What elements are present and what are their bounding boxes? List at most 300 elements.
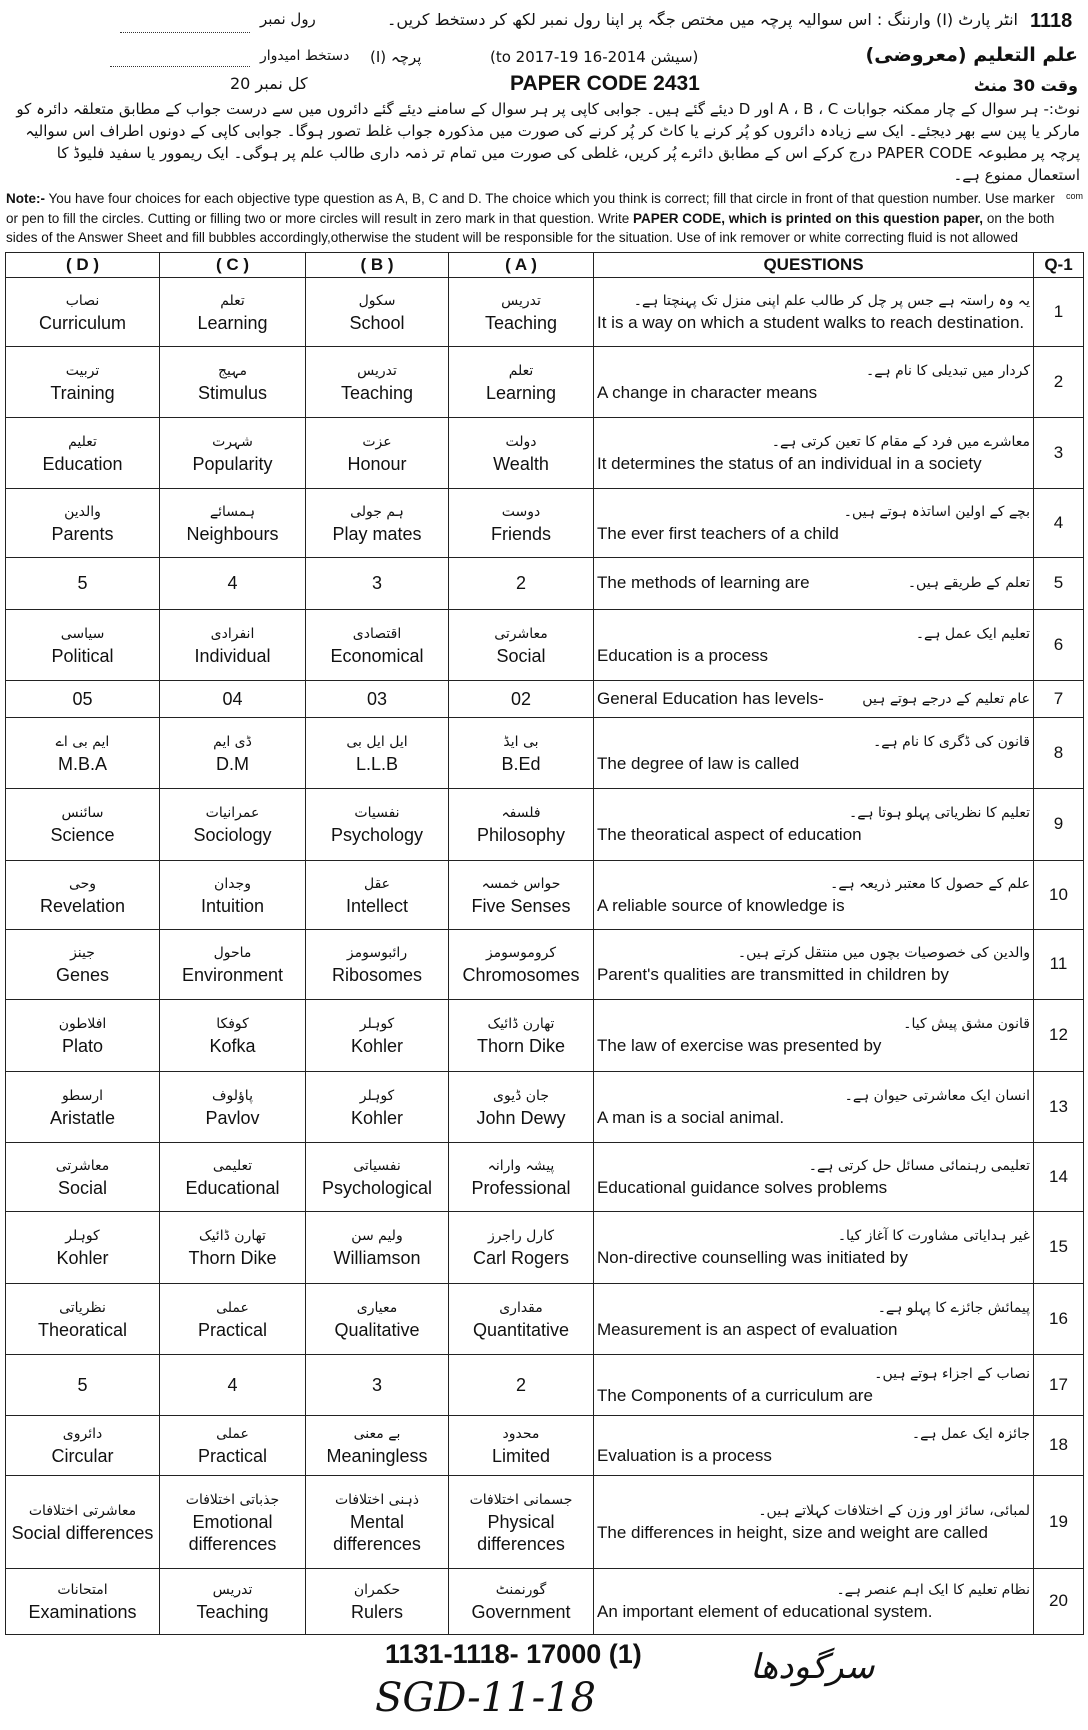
- option-english: Mental differences: [333, 1511, 421, 1554]
- option-a: [449, 788, 594, 860]
- option-urdu: حکمران: [353, 1582, 401, 1598]
- question-english: Parent's qualities are transmitted in children by: [597, 965, 949, 984]
- option-english: Stimulus: [197, 382, 268, 403]
- roll-number-field[interactable]: [120, 32, 250, 33]
- option-b: [306, 717, 449, 788]
- option-a: [449, 1475, 594, 1568]
- option-english: Teaching: [484, 312, 558, 333]
- option-english: Social: [496, 645, 546, 666]
- option-urdu: مقداری: [499, 1299, 543, 1316]
- option-urdu: شہرت: [212, 433, 253, 450]
- option-urdu: نفسیات: [354, 805, 400, 821]
- option-d: [6, 488, 160, 557]
- option-urdu: والدین: [64, 503, 101, 520]
- option-english: Social: [57, 1177, 108, 1198]
- option-b: [306, 346, 449, 417]
- option-c: [160, 277, 306, 346]
- option-english: Friends: [490, 523, 552, 544]
- question-number: 7: [1034, 680, 1084, 717]
- question-urdu: تعلم کے طریقے ہیں۔: [907, 575, 1030, 591]
- option-b: [306, 860, 449, 929]
- option-english: Environment: [181, 965, 284, 985]
- question-text: [594, 1354, 1034, 1415]
- option-b: [306, 1142, 449, 1211]
- table-row: [6, 1142, 1084, 1211]
- option-urdu: کارل راجرز: [487, 1228, 555, 1244]
- option-english: Economical: [330, 645, 424, 666]
- option-urdu: تعلیمی: [212, 1157, 253, 1174]
- option-english: 5: [77, 1374, 88, 1395]
- option-c: [160, 1354, 306, 1415]
- option-a: [449, 999, 594, 1071]
- option-english: Chromosomes: [462, 965, 580, 985]
- option-urdu: ولیم سن: [351, 1228, 403, 1244]
- option-english: 4: [227, 573, 238, 593]
- question-urdu: جائزہ ایک عمل ہے۔: [911, 1426, 1030, 1442]
- paper-code: PAPER CODE 2431: [510, 72, 700, 95]
- question-english: The Components of a curriculum are: [597, 1385, 873, 1405]
- option-english: Neighbours: [186, 523, 279, 544]
- question-number: 6: [1034, 609, 1084, 680]
- question-number: 11: [1034, 929, 1084, 999]
- option-urdu: سیاسی: [60, 625, 105, 642]
- subject-title: علم التعلیم (معروضی): [865, 44, 1078, 66]
- question-number: 8: [1034, 717, 1084, 788]
- option-d: [6, 557, 160, 609]
- option-english: 4: [227, 1374, 238, 1395]
- table-row: [6, 1354, 1084, 1415]
- option-english: Five Senses: [471, 895, 571, 916]
- question-text: [594, 999, 1034, 1071]
- option-d: [6, 680, 160, 717]
- option-b: [306, 1071, 449, 1142]
- option-b: [306, 488, 449, 557]
- question-urdu: قانون مشق پیش کیا۔: [903, 1016, 1030, 1032]
- table-row: [6, 557, 1084, 609]
- option-english: Theoratical: [37, 1319, 128, 1340]
- header-option-a: ( A ): [449, 252, 594, 277]
- total-marks: کل نمبر 20: [230, 74, 308, 93]
- option-urdu: دوست: [501, 503, 541, 520]
- option-english: Qualitative: [334, 1319, 420, 1340]
- question-english: A reliable source of knowledge is: [597, 895, 845, 915]
- question-english: Non-directive counselling was initiated by: [597, 1248, 908, 1267]
- option-a: [449, 346, 594, 417]
- question-english: The methods of learning are: [597, 573, 810, 592]
- option-english: Educational: [185, 1177, 280, 1198]
- option-english: Carl Rogers: [472, 1248, 570, 1268]
- question-urdu: بچے کے اولین اساتذہ ہوتے ہیں۔: [843, 503, 1030, 520]
- option-urdu: تعلم: [220, 292, 245, 309]
- question-urdu: یہ وہ راستہ ہے جس پر چل کر طالب علم اپنی منزل تک پہنچتا ہے۔: [633, 292, 1030, 309]
- option-urdu: ہمسائے: [209, 503, 256, 520]
- question-urdu: تعلیم ایک عمل ہے۔: [915, 625, 1030, 642]
- option-urdu: تدریس: [212, 1582, 253, 1598]
- option-a: [449, 488, 594, 557]
- handwritten-city: سرگودھا: [750, 1646, 875, 1687]
- content: [0, 98, 1088, 1730]
- questions-table: [5, 252, 1084, 1635]
- question-number: 12: [1034, 999, 1084, 1071]
- option-urdu: محدود: [502, 1426, 540, 1442]
- question-text: [594, 929, 1034, 999]
- table-row: [6, 717, 1084, 788]
- option-a: [449, 277, 594, 346]
- option-urdu: دائروی: [62, 1426, 103, 1442]
- option-urdu: سکول: [358, 292, 396, 309]
- question-urdu: لمبائی، سائز اور وزن کے اختلافات کہلاتے ہیں۔: [758, 1502, 1030, 1519]
- option-english: M.B.A: [57, 753, 107, 774]
- option-english: Pavlov: [205, 1107, 260, 1128]
- question-number: 15: [1034, 1211, 1084, 1283]
- question-text: [594, 557, 1034, 609]
- note-text: You have four choices for each objective type question as A, B, C and D. The choice which you think is correct; fill that circle in front of that question number. Use marker or pen to fill the circles. Cutting or filling two or more circles will result in zero mark in that question. Write: [6, 191, 1055, 226]
- option-urdu: جسمانی اختلافات: [469, 1491, 573, 1508]
- question-text: [594, 417, 1034, 488]
- option-urdu: کوہلر: [65, 1228, 100, 1244]
- header-option-d: ( D ): [6, 252, 160, 277]
- roll-number-label: رول نمبر: [260, 10, 316, 28]
- option-english: Quantitative: [472, 1319, 570, 1340]
- option-urdu: تعلم: [508, 362, 534, 379]
- option-urdu: ماحول: [213, 945, 252, 961]
- option-b: [306, 680, 449, 717]
- option-english: Philosophy: [476, 825, 566, 845]
- option-d: [6, 860, 160, 929]
- note-english: [5, 189, 1060, 248]
- session-text: (سیشن 2014-16 to 2017-19): [490, 48, 699, 66]
- option-d: [6, 417, 160, 488]
- option-english: L.L.B: [355, 753, 399, 774]
- option-urdu: وجدان: [214, 875, 251, 892]
- option-c: [160, 717, 306, 788]
- option-english: 3: [371, 1374, 382, 1395]
- option-english: Political: [51, 645, 114, 666]
- option-english: 03: [366, 688, 388, 709]
- option-english: Professional: [471, 1177, 571, 1198]
- signature-field[interactable]: [110, 66, 250, 67]
- option-d: [6, 1415, 160, 1475]
- option-d: [6, 1142, 160, 1211]
- question-urdu: عام تعلیم کے درجے ہوتے ہیں: [862, 690, 1030, 707]
- option-english: Practical: [197, 1446, 268, 1466]
- option-urdu: تعلیم: [68, 433, 97, 450]
- question-text: [594, 1475, 1034, 1568]
- option-english: Learning: [485, 382, 557, 403]
- warning-text: انٹر پارٹ (I) وارننگ : اس سوالیہ پرچہ میں مختص جگہ پر اپنا رول نمبر لکھ کر دستخط کریں۔: [387, 10, 1018, 29]
- question-text: [594, 277, 1034, 346]
- option-urdu: وحی: [68, 875, 97, 892]
- option-a: [449, 609, 594, 680]
- table-header-row: [6, 252, 1084, 277]
- option-english: Physical differences: [477, 1511, 565, 1554]
- option-english: Intellect: [345, 895, 409, 916]
- option-a: [449, 860, 594, 929]
- option-a: [449, 1071, 594, 1142]
- option-english: 02: [510, 688, 532, 709]
- header: [0, 0, 1088, 98]
- option-urdu: بے معنی: [353, 1426, 401, 1442]
- table-row: [6, 680, 1084, 717]
- question-text: [594, 860, 1034, 929]
- question-english: Measurement is an aspect of evaluation: [597, 1319, 898, 1339]
- option-b: [306, 277, 449, 346]
- option-english: Wealth: [493, 453, 549, 474]
- option-urdu: جینز: [70, 945, 95, 961]
- option-d: [6, 1568, 160, 1634]
- option-d: [6, 717, 160, 788]
- option-english: Examinations: [28, 1602, 137, 1622]
- option-english: Teaching: [340, 382, 414, 403]
- option-urdu: ہم جولی: [350, 503, 404, 520]
- question-english: The degree of law is called: [597, 753, 800, 773]
- option-c: [160, 346, 306, 417]
- option-english: School: [349, 312, 405, 333]
- question-number: 17: [1034, 1354, 1084, 1415]
- question-english: An important element of educational system.: [597, 1602, 933, 1621]
- question-line: [597, 688, 1030, 710]
- option-a: [449, 717, 594, 788]
- question-english: The differences in height, size and weight are called: [597, 1522, 988, 1542]
- question-number: 1: [1034, 277, 1084, 346]
- option-urdu: مہیج: [218, 362, 247, 379]
- option-english: Parents: [51, 523, 114, 544]
- table-row: [6, 1283, 1084, 1354]
- note-paper-code: PAPER CODE, which is printed on this question paper,: [633, 210, 984, 226]
- option-c: [160, 417, 306, 488]
- question-text: [594, 609, 1034, 680]
- question-text: [594, 1568, 1034, 1634]
- corner-mark: com: [1065, 191, 1083, 201]
- question-english: A man is a social animal.: [597, 1107, 785, 1127]
- option-english: Kohler: [350, 1036, 404, 1056]
- option-english: 2: [515, 1374, 526, 1395]
- option-urdu: تھارن ڈائیک: [487, 1016, 555, 1032]
- option-b: [306, 788, 449, 860]
- option-urdu: پاؤلوف: [212, 1087, 253, 1104]
- option-urdu: حواس خمسہ: [481, 875, 561, 892]
- option-d: [6, 1283, 160, 1354]
- option-english: Government: [471, 1602, 571, 1622]
- option-urdu: گورنمنٹ: [495, 1582, 547, 1598]
- time-allowed: وقت 30 منٹ: [973, 76, 1078, 95]
- option-english: Limited: [491, 1446, 551, 1466]
- option-english: Learning: [197, 312, 268, 333]
- option-d: [6, 1211, 160, 1283]
- option-english: Psychology: [330, 825, 424, 845]
- option-b: [306, 1283, 449, 1354]
- header-option-b: ( B ): [306, 252, 449, 277]
- option-d: [6, 1071, 160, 1142]
- question-number: 9: [1034, 788, 1084, 860]
- table-row: [6, 1071, 1084, 1142]
- option-english: Education: [42, 453, 123, 474]
- option-urdu: فلسفہ: [501, 805, 541, 821]
- note-urdu: نوٹ:- ہر سوال کے چار ممکنہ جوابات A ، B ، C اور D دیئے گئے ہیں۔ جوابی کاپی پر ہر سوال کے سامنے دیئے گئے دائروں میں سے درست جواب کے مطابق متعلقہ دائرہ کو مارکر یا پین سے بھر دیجئے۔ ایک سے زیادہ دائروں کو پُر کرنے یا کاٹ کر پُر کرنے کی صورت میں مذکورہ جواب غلط تصور ہوگا۔ جوابی کاپی کے دونوں اطراف اس سوالیہ پرچہ پر مطبوعہ PAPER CODE درج کرکے اس کے مطابق دائرے پُر کریں، غلطی کی صورت میں تمام تر ذمہ داری طالب علم پر ہوگی۔ ایک ریموور یا سفید فلیوڈ کا استعمال ممنوع ہے۔: [16, 100, 1080, 184]
- option-urdu: جذباتی اختلافات: [185, 1491, 280, 1508]
- option-english: Intuition: [200, 895, 265, 916]
- table-row: [6, 1211, 1084, 1283]
- option-a: [449, 1142, 594, 1211]
- option-english: 3: [371, 573, 382, 593]
- question-urdu: انسان ایک معاشرتی حیوان ہے۔: [844, 1087, 1030, 1104]
- option-english: Rulers: [350, 1602, 403, 1622]
- option-d: [6, 999, 160, 1071]
- header-questions: QUESTIONS: [594, 252, 1034, 277]
- option-d: [6, 609, 160, 680]
- note-english-block: [5, 189, 1083, 248]
- option-english: Aristatle: [49, 1107, 116, 1128]
- option-urdu: عقل: [363, 875, 391, 892]
- option-urdu: نظریاتی: [59, 1299, 106, 1316]
- option-b: [306, 999, 449, 1071]
- option-english: Psychological: [321, 1177, 433, 1198]
- table-row: [6, 417, 1084, 488]
- option-urdu: تھارن ڈائیک: [199, 1228, 266, 1244]
- option-urdu: معاشرتی اختلافات: [28, 1502, 137, 1519]
- option-urdu: تدریس: [357, 362, 397, 379]
- question-urdu: معاشرے میں فرد کے مقام کا تعین کرتی ہے۔: [771, 433, 1030, 450]
- table-row: [6, 346, 1084, 417]
- question-english: Educational guidance solves problems: [597, 1177, 888, 1197]
- option-english: Thorn Dike: [188, 1248, 277, 1268]
- option-english: Ribosomes: [331, 965, 423, 985]
- question-text: [594, 788, 1034, 860]
- option-urdu: پیشہ وارانہ: [487, 1157, 555, 1174]
- option-c: [160, 609, 306, 680]
- option-b: [306, 417, 449, 488]
- table-row: [6, 1475, 1084, 1568]
- option-urdu: ارسطو: [61, 1087, 104, 1104]
- table-row: [6, 929, 1084, 999]
- option-urdu: تربیت: [65, 362, 100, 379]
- table-row: [6, 1415, 1084, 1475]
- option-a: [449, 1283, 594, 1354]
- note-text-end: on the both sides of the Answer Sheet and fill bubbles accordingly,otherwise the student will be responsible for the situation. Use of ink remover or white correcting fluid is not allowed: [6, 210, 1055, 245]
- question-number: 2: [1034, 346, 1084, 417]
- option-b: [306, 1475, 449, 1568]
- option-english: D.M: [216, 753, 249, 774]
- signature-label: دستخط امیدوار: [260, 48, 350, 64]
- option-english: Circular: [51, 1446, 114, 1466]
- option-english: Honour: [347, 453, 407, 474]
- option-d: [6, 929, 160, 999]
- option-urdu: افلاطون: [58, 1016, 107, 1032]
- question-english: General Education has levels-: [597, 688, 824, 708]
- question-text: [594, 1283, 1034, 1354]
- footer-code: 1131-1118- 17000 (1): [385, 1638, 642, 1669]
- question-text: [594, 1071, 1034, 1142]
- option-d: [6, 1475, 160, 1568]
- option-english: B.Ed: [501, 753, 541, 774]
- option-urdu: دولت: [505, 433, 537, 450]
- option-urdu: کوہلر: [359, 1087, 395, 1104]
- option-b: [306, 557, 449, 609]
- question-urdu: پیمائش جائزے کا پہلو ہے۔: [877, 1299, 1030, 1316]
- option-english: Thorn Dike: [476, 1036, 566, 1056]
- option-urdu: کروموسومز: [485, 945, 557, 961]
- option-c: [160, 929, 306, 999]
- option-b: [306, 1415, 449, 1475]
- option-english: Training: [50, 382, 115, 403]
- option-c: [160, 680, 306, 717]
- question-english: The ever first teachers of a child: [597, 523, 839, 543]
- option-english: Sociology: [193, 825, 272, 845]
- question-english: A change in character means: [597, 382, 818, 402]
- question-number: 3: [1034, 417, 1084, 488]
- option-urdu: ذہنی اختلافات: [334, 1491, 420, 1508]
- note-label: Note:-: [6, 191, 45, 206]
- question-number: 13: [1034, 1071, 1084, 1142]
- option-urdu: امتحانات: [57, 1582, 108, 1598]
- option-english: Revelation: [39, 895, 126, 916]
- option-d: [6, 788, 160, 860]
- option-urdu: انفرادی: [210, 625, 255, 642]
- option-c: [160, 1071, 306, 1142]
- option-urdu: ڈی ایم: [213, 733, 252, 750]
- table-row: [6, 609, 1084, 680]
- question-urdu: کردار میں تبدیلی کا نام ہے۔: [866, 362, 1030, 379]
- option-english: Meaningless: [326, 1446, 428, 1466]
- option-c: [160, 999, 306, 1071]
- question-urdu: تعلیم کا نظریاتی پہلو ہوتا ہے۔: [848, 805, 1030, 821]
- question-number: 18: [1034, 1415, 1084, 1475]
- question-number: 19: [1034, 1475, 1084, 1568]
- option-c: [160, 1415, 306, 1475]
- option-urdu: عزت: [362, 433, 392, 450]
- option-english: Emotional differences: [188, 1511, 277, 1554]
- board-code: 1118: [1030, 10, 1073, 32]
- question-line: [597, 572, 1030, 594]
- question-urdu: علم کے حصول کا معتبر ذریعہ ہے۔: [830, 875, 1030, 892]
- option-urdu: عمرانیات: [205, 805, 260, 821]
- option-urdu: معاشرتی: [55, 1157, 110, 1174]
- option-english: Popularity: [192, 453, 273, 474]
- option-english: Kofka: [209, 1036, 256, 1056]
- option-c: [160, 1211, 306, 1283]
- question-urdu: غیر ہدایاتی مشاورت کا آغاز کیا۔: [837, 1228, 1030, 1244]
- table-row: [6, 488, 1084, 557]
- option-english: Play mates: [332, 523, 422, 544]
- question-urdu: نظام تعلیم کا ایک اہم عنصر ہے۔: [836, 1582, 1030, 1598]
- question-urdu: والدین کی خصوصیات بچوں میں منتقل کرتے ہیں۔: [737, 945, 1030, 961]
- question-text: [594, 488, 1034, 557]
- question-urdu: قانون کی ڈگری کا نام ہے۔: [873, 733, 1030, 750]
- option-c: [160, 557, 306, 609]
- question-number: 20: [1034, 1568, 1084, 1634]
- option-english: Individual: [194, 645, 271, 666]
- question-english: The law of exercise was presented by: [597, 1036, 882, 1055]
- option-english: Curriculum: [38, 312, 126, 333]
- option-a: [449, 1354, 594, 1415]
- option-urdu: رائبوسومز: [346, 945, 408, 961]
- option-urdu: ایل ایل بی: [346, 733, 408, 750]
- option-urdu: اقتصادی: [352, 625, 402, 642]
- option-urdu: معیاری: [356, 1299, 398, 1316]
- table-row: [6, 1568, 1084, 1634]
- option-urdu: نصاب: [65, 292, 100, 309]
- option-urdu: نفسیاتی: [353, 1157, 401, 1174]
- option-a: [449, 1211, 594, 1283]
- option-a: [449, 680, 594, 717]
- option-urdu: عملی: [216, 1426, 249, 1442]
- option-urdu: سائنس: [61, 805, 104, 821]
- option-urdu: ایم بی اے: [55, 733, 110, 750]
- option-b: [306, 609, 449, 680]
- option-english: 05: [72, 688, 93, 709]
- option-d: [6, 1354, 160, 1415]
- option-english: Williamson: [333, 1248, 421, 1268]
